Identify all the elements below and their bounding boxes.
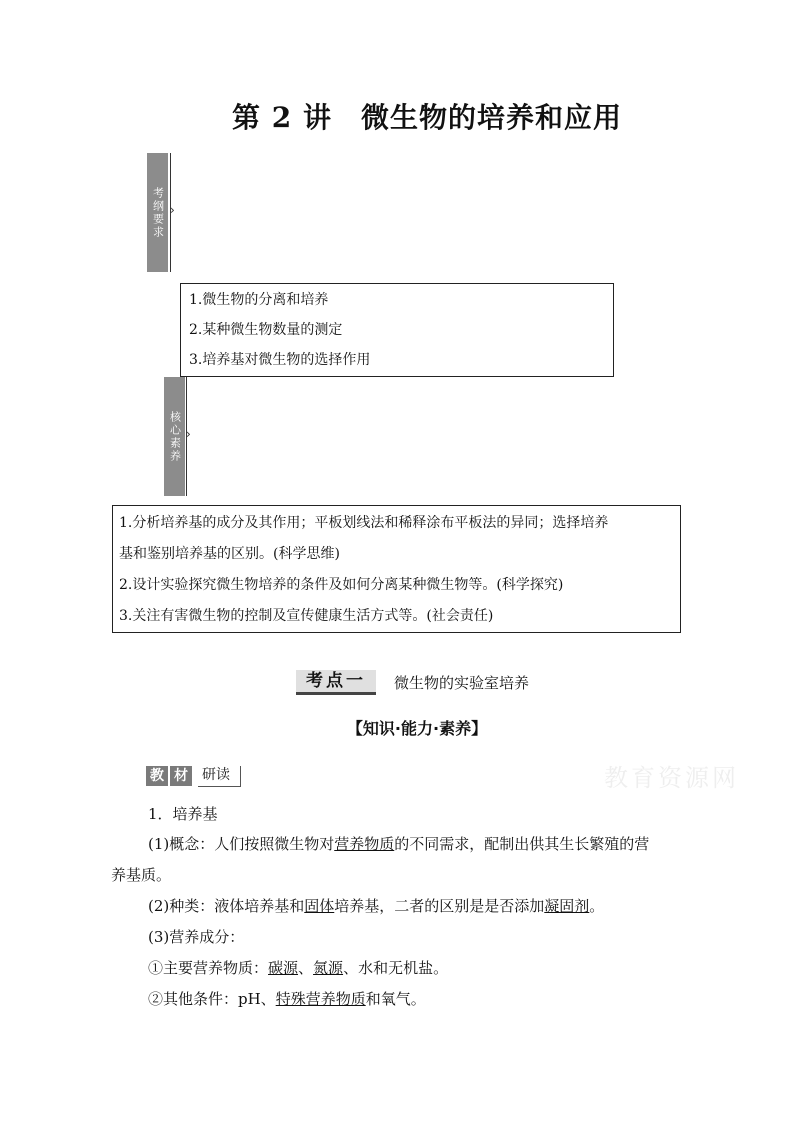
- section-heading: 1．培养基: [148, 805, 218, 823]
- paragraph-types: (2)种类：液体培养基和固体培养基，二者的区别是是否添加凝固剂。: [148, 897, 605, 915]
- chevron-right-icon: ›: [170, 203, 175, 217]
- paragraph-main-nutrients: ①主要营养物质：碳源、氮源、水和无机盐。: [148, 959, 449, 977]
- literacy-line: 2.设计实验探究微生物培养的条件及如何分离某种微生物等。(科学探究): [119, 577, 564, 593]
- requirement-item: 3.培养基对微生物的选择作用: [189, 352, 371, 368]
- exam-point-title: 微生物的实验室培养: [394, 674, 530, 692]
- exam-point-badge: 考点一: [296, 670, 376, 695]
- paragraph-concept-cont: 养基质。: [111, 866, 172, 884]
- literacy-line: 基和鉴别培养基的区别。(科学思维): [119, 546, 340, 562]
- core-literacy-tab: [164, 377, 185, 496]
- paragraph-concept: (1)概念：人们按照微生物对营养物质的不同需求，配制出供其生长繁殖的营: [148, 835, 650, 853]
- literacy-line: 1.分析培养基的成分及其作用；平板划线法和稀释涂布平板法的异同；选择培养: [119, 515, 609, 531]
- literacy-box: [112, 505, 681, 633]
- paragraph-nutrients: (3)营养成分：: [148, 928, 245, 946]
- textbook-char: 材: [170, 766, 192, 786]
- knowledge-header: 【知识·能力·素养】: [346, 719, 488, 738]
- exam-point-heading: [296, 670, 529, 695]
- exam-requirements-tab-label: 考纲要求: [151, 186, 165, 239]
- core-literacy-tab-label: 核心素养: [168, 410, 182, 463]
- textbook-reading-label: [146, 764, 241, 788]
- literacy-line: 3.关注有害微生物的控制及宣传健康生活方式等。(社会责任): [119, 608, 494, 624]
- reading-text: 研读: [198, 766, 241, 787]
- watermark: 教育资源网: [604, 764, 739, 792]
- requirement-item: 1.微生物的分离和培养: [189, 292, 329, 308]
- page-title: 第 2 讲 微生物的培养和应用: [232, 101, 622, 134]
- paragraph-other-conditions: ②其他条件：pH、特殊营养物质和氧气。: [148, 990, 426, 1008]
- requirements-box: [180, 283, 614, 377]
- requirement-item: 2.某种微生物数量的测定: [189, 322, 343, 338]
- chevron-right-icon: ›: [186, 427, 191, 441]
- exam-requirements-tab: [147, 153, 168, 272]
- textbook-char: 教: [146, 766, 168, 786]
